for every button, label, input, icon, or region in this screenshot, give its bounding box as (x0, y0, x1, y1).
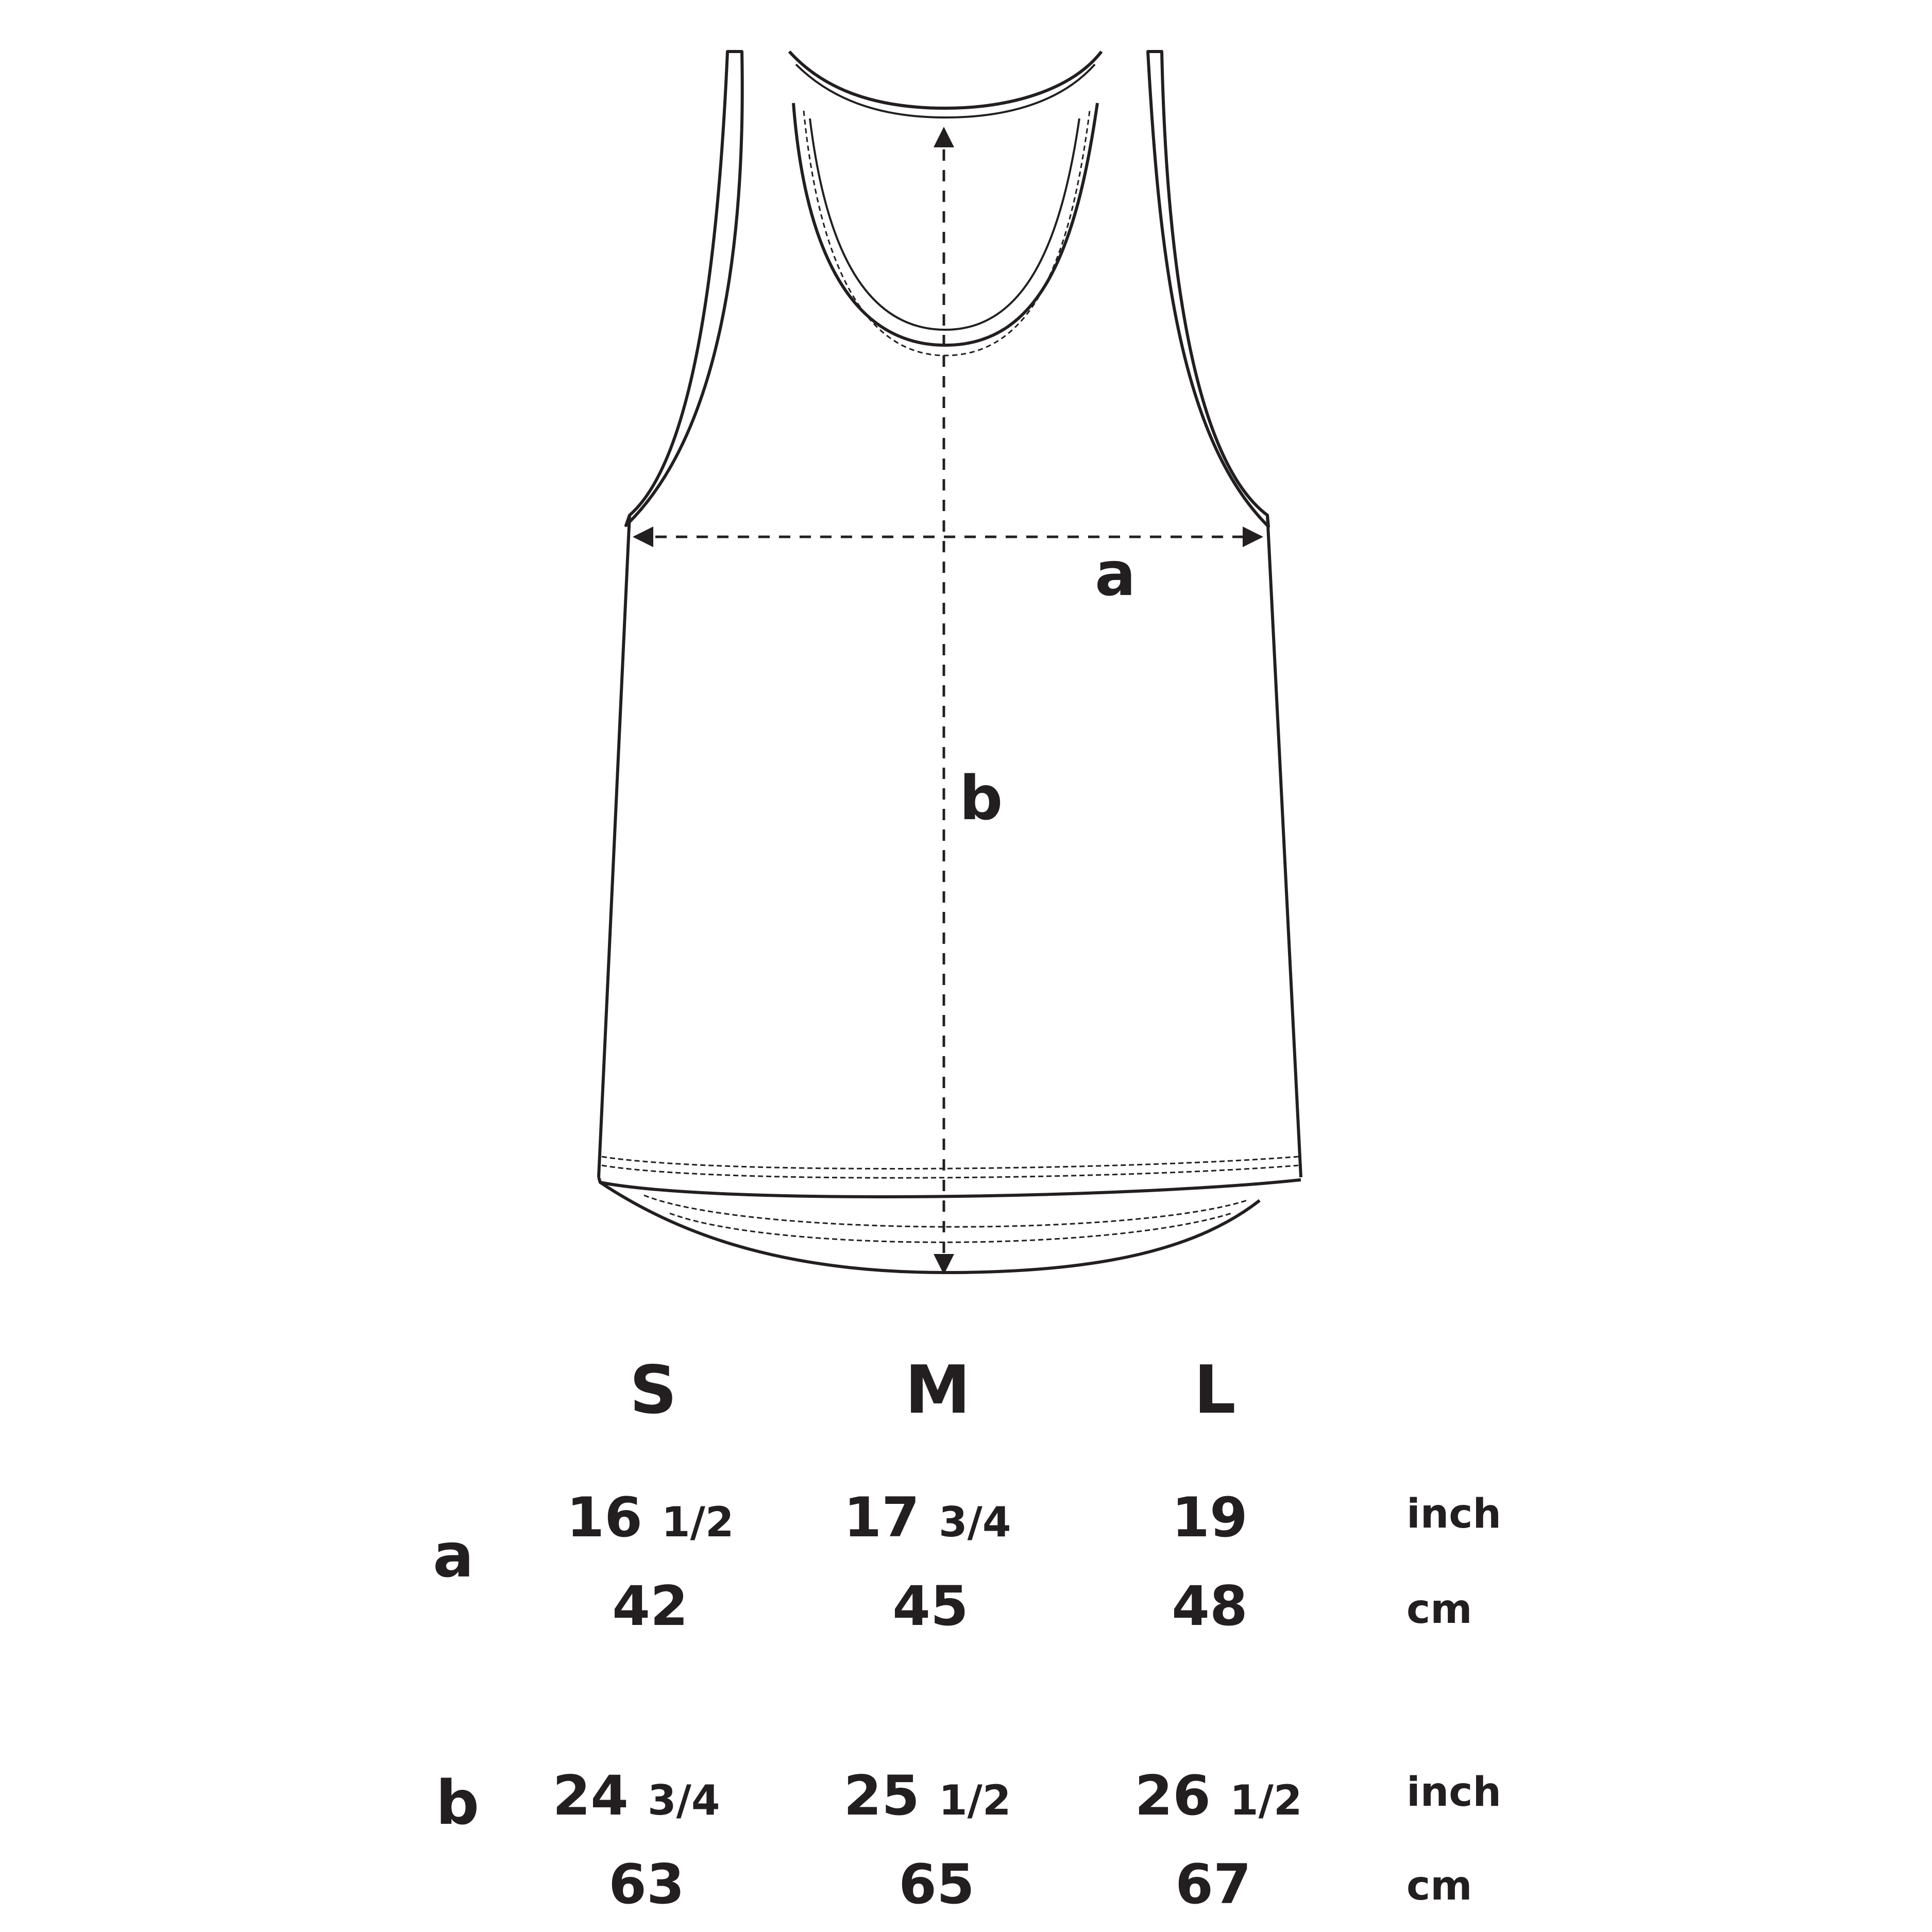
a-inch-m-whole: 17 (843, 1486, 920, 1549)
measure-a-label: a (1095, 538, 1136, 609)
a-inch-l-whole: 19 (1172, 1486, 1248, 1549)
hem-front (599, 1177, 1301, 1197)
a-cm-m: 45 (892, 1574, 969, 1638)
b-cm-s: 63 (608, 1853, 685, 1916)
back-neckline-stitch (804, 111, 1090, 355)
b-inch-m-whole: 25 (843, 1764, 920, 1827)
a-inch-m-frac: 3/4 (938, 1498, 1011, 1546)
hem-stitch-1 (602, 1157, 1298, 1168)
measure-b-label: b (959, 762, 1003, 834)
front-neckline (789, 52, 1101, 108)
b-cm-l: 67 (1175, 1853, 1251, 1916)
right-strap (1148, 52, 1268, 527)
b-inch-m-frac: 1/2 (938, 1776, 1011, 1824)
a-cm-l: 48 (1172, 1574, 1248, 1638)
left-strap (626, 52, 742, 526)
tank-top-outline (599, 52, 1301, 1273)
row-key-b: b (435, 1767, 480, 1838)
measurement-lines (635, 129, 1261, 1273)
b-inch-unit: inch (1406, 1769, 1502, 1816)
row-key-a: a (433, 1520, 474, 1591)
hem-stitch-2 (602, 1165, 1298, 1178)
size-header-l: L (1194, 1352, 1236, 1429)
b-inch-l-frac: 1/2 (1229, 1776, 1302, 1824)
back-neckline (793, 103, 1097, 345)
a-inch-s-whole: 16 (566, 1486, 643, 1549)
size-header-s: S (629, 1352, 677, 1429)
right-side-seam (1267, 515, 1301, 1177)
b-inch-s-whole: 24 (552, 1764, 629, 1827)
left-side-seam (599, 515, 630, 1177)
b-inch-l-whole: 26 (1134, 1764, 1211, 1827)
a-inch-unit: inch (1406, 1491, 1502, 1537)
b-cm-unit: cm (1406, 1863, 1472, 1909)
a-inch-s-frac: 1/2 (661, 1498, 734, 1546)
size-header-m: M (905, 1352, 971, 1429)
b-inch-s-frac: 3/4 (647, 1776, 720, 1824)
neckline-binding (742, 52, 1148, 98)
a-cm-unit: cm (1406, 1586, 1472, 1633)
b-cm-m: 65 (899, 1853, 975, 1916)
a-cm-s: 42 (612, 1574, 688, 1638)
back-hem-stitch-1 (644, 1195, 1247, 1227)
